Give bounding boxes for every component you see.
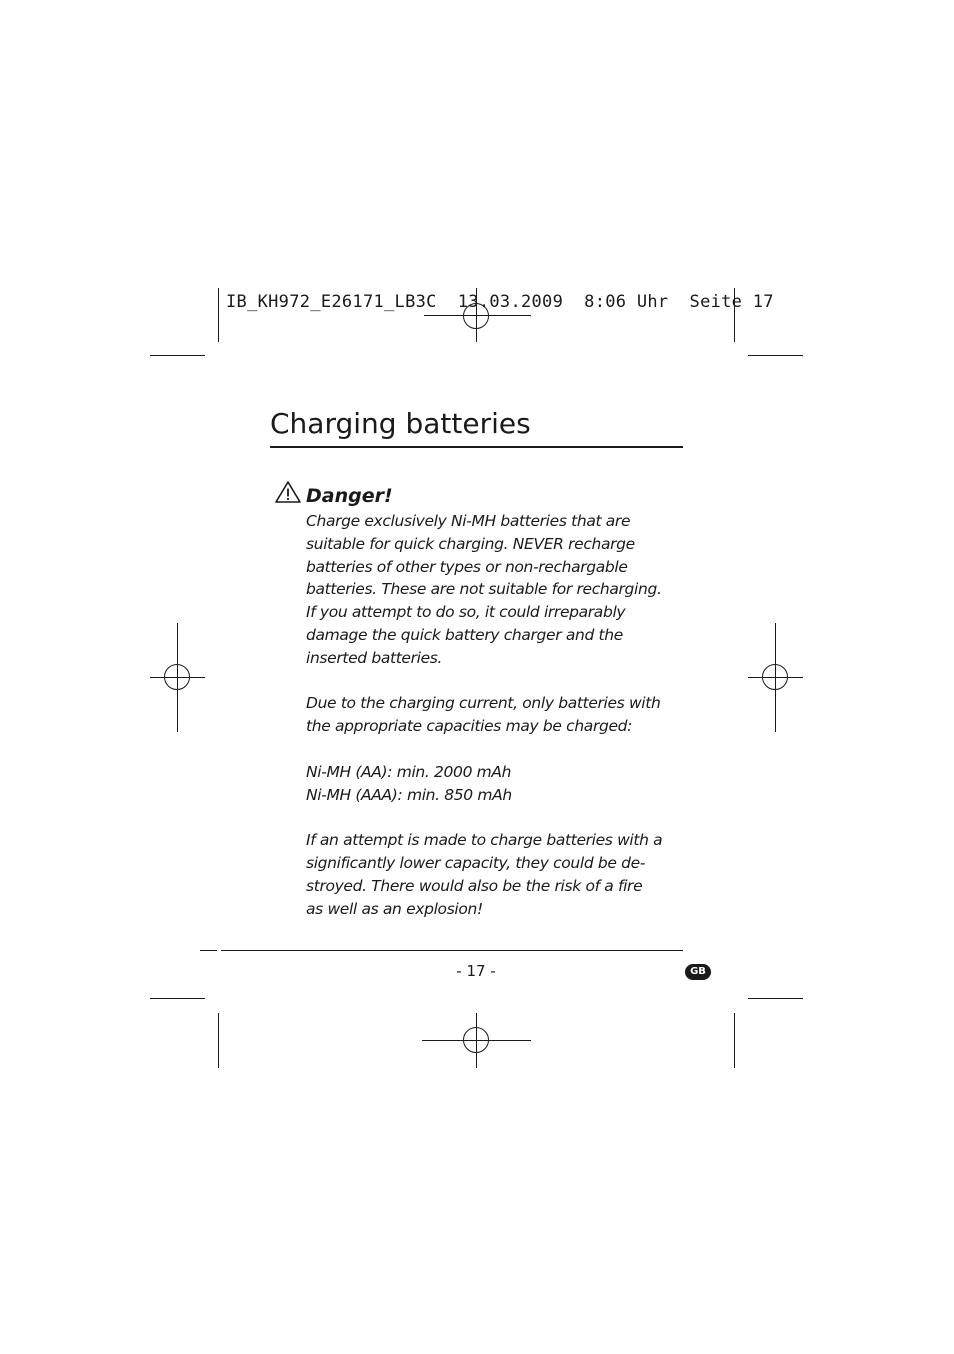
text-line: inserted batteries. [306,648,443,667]
crop-mark [748,998,803,999]
registration-mark [164,664,190,690]
slug-underline [424,315,531,316]
crop-mark [150,355,205,356]
warning-body [306,510,696,920]
text-line: batteries. These are not suitable for recharging. [306,580,662,599]
text-line: If an attempt is made to charge batteries with a [306,831,663,850]
warning-triangle-icon [274,480,302,504]
crop-mark [150,998,205,999]
footer-rule [200,950,217,951]
text-line: stroyed. There would also be the risk of a fire [306,876,643,895]
text-line: Charge exclusively Ni-MH batteries that are [306,512,631,530]
language-badge: GB [685,964,711,980]
print-slug: IB_KH972_E26171_LB3C 13.03.2009 8:06 Uhr Seite 17 [226,292,774,312]
page-number: - 17 - [456,962,496,980]
danger-heading: Danger! [306,485,393,507]
paragraph-gap [306,670,696,693]
capacity-aaa: Ni-MH (AAA): min. 850 mAh [306,785,512,804]
registration-mark [762,664,788,690]
crop-mark [748,355,803,356]
text-line: suitable for quick charging. NEVER recharge [306,534,635,553]
text-line: damage the quick battery charger and the [306,625,623,644]
crop-mark [734,1013,735,1068]
text-line: the appropriate capacities may be charged: [306,717,633,736]
text-line: as well as an explosion! [306,899,483,918]
paragraph-gap [306,738,696,761]
capacity-aa: Ni-MH (AA): min. 2000 mAh [306,762,512,781]
text-line: significantly lower capacity, they could be de- [306,853,646,872]
footer-rule [221,950,683,951]
crop-mark [218,1013,219,1068]
paragraph-gap [306,806,696,829]
registration-mark [463,1027,489,1053]
text-line: Due to the charging current, only batteries with [306,694,661,713]
title-rule [270,446,683,448]
page-title: Charging batteries [270,407,531,440]
text-line: batteries of other types or non-rechargable [306,557,628,576]
text-line: If you attempt to do so, it could irreparably [306,603,626,622]
crop-mark [218,288,219,342]
